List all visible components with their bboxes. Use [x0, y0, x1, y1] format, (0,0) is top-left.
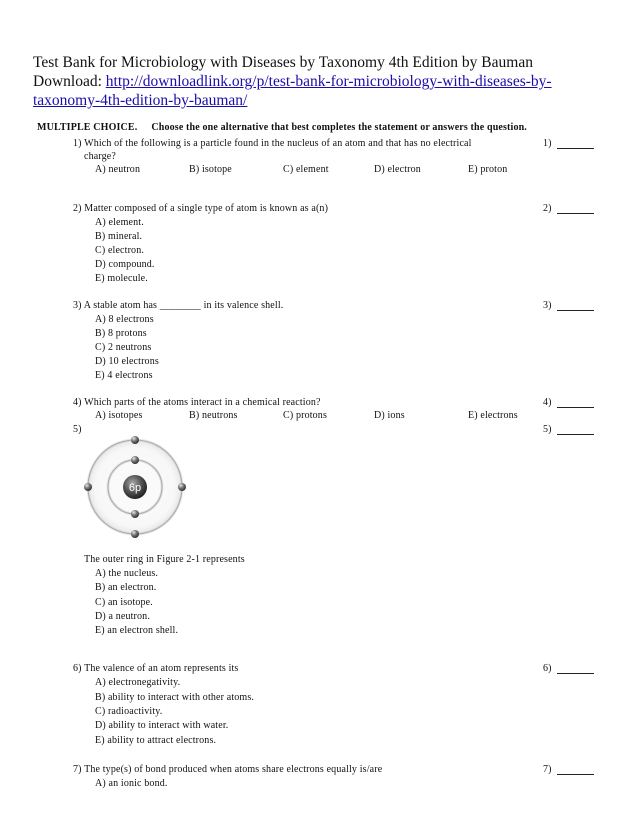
q2-option-d[interactable]: D) compound. [95, 259, 155, 270]
q1-number: 1) [543, 138, 552, 149]
electron [131, 530, 139, 538]
download-link-part2[interactable]: taxonomy-4th-edition-by-bauman/ [33, 92, 248, 109]
q5-option-c[interactable]: C) an isotope. [95, 597, 153, 608]
q3-stem: 3) A stable atom has ________ in its valence shell. [73, 300, 284, 311]
q2-number: 2) [543, 203, 552, 214]
q7-answer-blank[interactable] [557, 774, 594, 775]
q3-option-d[interactable]: D) 10 electrons [95, 356, 159, 367]
electron [131, 436, 139, 444]
q4-option-a[interactable]: A) isotopes [95, 410, 143, 421]
q5-option-e[interactable]: E) an electron shell. [95, 625, 179, 636]
q1-answer-blank[interactable] [557, 148, 594, 149]
q1-option-d[interactable]: D) electron [374, 164, 421, 175]
q4-answer-blank[interactable] [557, 407, 594, 408]
q4-stem: 4) Which parts of the atoms interact in a chemical reaction? [73, 397, 321, 408]
q5-option-d[interactable]: D) a neutron. [95, 611, 150, 622]
q6-number: 6) [543, 663, 552, 674]
document-title: Test Bank for Microbiology with Diseases by Taxonomy 4th Edition by Bauman [33, 54, 533, 71]
q6-option-c[interactable]: C) radioactivity. [95, 706, 163, 717]
q4-option-d[interactable]: D) ions [374, 410, 405, 421]
q2-option-e[interactable]: E) molecule. [95, 273, 148, 284]
q1-option-b[interactable]: B) isotope [189, 164, 232, 175]
q6-stem: 6) The valence of an atom represents its [73, 663, 239, 674]
q5-caption: The outer ring in Figure 2-1 represents [84, 554, 245, 565]
q4-option-e[interactable]: E) electrons [468, 410, 518, 421]
q7-number: 7) [543, 764, 552, 775]
q1-stem: 1) Which of the following is a particle found in the nucleus of an atom and that has no electrical [73, 138, 472, 149]
section-heading [37, 122, 527, 133]
q3-option-c[interactable]: C) 2 neutrons [95, 342, 152, 353]
q6-option-d[interactable]: D) ability to interact with water. [95, 720, 229, 731]
electron [131, 456, 139, 464]
atom-figure [76, 428, 194, 546]
q2-stem: 2) Matter composed of a single type of atom is known as a(n) [73, 203, 329, 214]
q3-option-e[interactable]: E) 4 electrons [95, 370, 153, 381]
q1-stem-cont: charge? [84, 151, 116, 162]
q1-option-c[interactable]: C) element [283, 164, 329, 175]
q2-answer-blank[interactable] [557, 213, 594, 214]
q4-option-c[interactable]: C) protons [283, 410, 327, 421]
electron [84, 483, 92, 491]
download-line [33, 72, 552, 91]
q1-option-e[interactable]: E) proton [468, 164, 508, 175]
q6-option-e[interactable]: E) ability to attract electrons. [95, 735, 217, 746]
electron [178, 483, 186, 491]
q5-number: 5) [543, 424, 552, 435]
q6-option-a[interactable]: A) electronegativity. [95, 677, 181, 688]
q2-option-a[interactable]: A) element. [95, 217, 144, 228]
q5-stem: 5) [73, 424, 82, 435]
q2-option-b[interactable]: B) mineral. [95, 231, 143, 242]
q2-option-c[interactable]: C) electron. [95, 245, 145, 256]
q5-option-a[interactable]: A) the nucleus. [95, 568, 159, 579]
section-title: MULTIPLE CHOICE. [37, 122, 138, 133]
q3-answer-blank[interactable] [557, 310, 594, 311]
q3-number: 3) [543, 300, 552, 311]
q3-option-a[interactable]: A) 8 electrons [95, 314, 154, 325]
q1-option-a[interactable]: A) neutron [95, 164, 141, 175]
download-line-2 [33, 91, 247, 110]
nucleus-label: 6p [128, 482, 142, 494]
download-link-part1[interactable]: http://downloadlink.org/p/test-bank-for-microbiology-with-diseases-by- [105, 73, 552, 90]
q5-option-b[interactable]: B) an electron. [95, 582, 157, 593]
electron [131, 510, 139, 518]
q7-stem: 7) The type(s) of bond produced when atoms share electrons equally is/are [73, 764, 383, 775]
q5-answer-blank[interactable] [557, 434, 594, 435]
q7-option-a[interactable]: A) an ionic bond. [95, 778, 168, 789]
q6-answer-blank[interactable] [557, 673, 594, 674]
q4-option-b[interactable]: B) neutrons [189, 410, 238, 421]
q4-number: 4) [543, 397, 552, 408]
download-label: Download: [33, 73, 106, 90]
q6-option-b[interactable]: B) ability to interact with other atoms. [95, 692, 255, 703]
q3-option-b[interactable]: B) 8 protons [95, 328, 147, 339]
section-instruction: Choose the one alternative that best completes the statement or answers the question. [151, 122, 527, 133]
